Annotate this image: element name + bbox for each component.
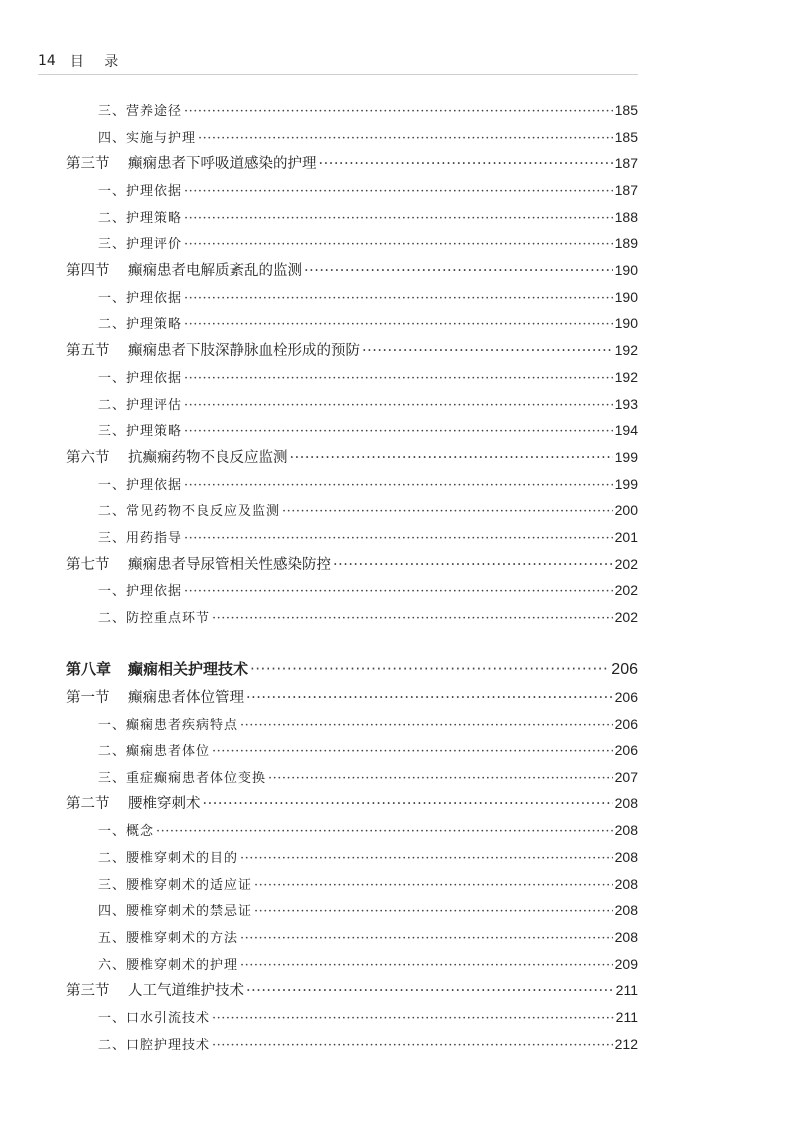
entry-label [66,657,248,681]
entry-page-number: 188 [614,209,638,225]
dot-leader [184,394,613,418]
entry-page-number: 201 [614,529,638,545]
entry-page-number: 206 [614,742,638,758]
entry-label [98,847,238,871]
entry-page-number: 207 [614,769,638,785]
entry-page-number: 208 [614,849,638,865]
dot-leader [240,714,613,738]
dot-leader [184,207,613,231]
entry-title: 二、护理评估 [98,398,183,413]
entry-label [98,180,182,204]
entry-number: 第三节 [66,983,110,999]
dot-leader [184,527,613,551]
entry-title: 腰椎穿刺术 [128,796,201,812]
dot-leader [212,607,613,631]
entry-label [66,553,331,577]
entry-title: 二、护理策略 [98,317,183,332]
toc-subsection [98,818,638,842]
entry-label [98,127,196,151]
entry-page-number: 206 [611,661,638,678]
entry-page-number: 212 [614,1036,638,1052]
entry-label [66,686,244,710]
dot-leader [184,420,613,444]
dot-leader [246,686,613,710]
entry-label [98,740,210,764]
dot-leader [240,927,613,951]
toc-subsection [98,952,638,976]
entry-title: 三、重症癫痫患者体位变换 [98,771,267,786]
entry-page-number: 192 [614,369,638,385]
entry-title: 一、概念 [98,824,155,839]
entry-label [66,259,302,283]
dot-leader [212,1007,614,1031]
entry-title: 一、护理依据 [98,371,183,386]
dot-leader [362,339,613,363]
toc-subsection [98,98,638,122]
toc-subsection [98,872,638,896]
dot-leader [333,553,613,577]
dot-leader [268,767,613,791]
toc-subsection [98,418,638,442]
dot-leader [254,874,613,898]
entry-title: 三、腰椎穿刺术的适应证 [98,878,253,893]
entry-label [98,500,280,524]
entry-page-number: 199 [614,449,638,465]
entry-title: 二、口腔护理技术 [98,1038,211,1053]
toc-subsection [98,285,638,309]
entry-title: 三、用药指导 [98,531,183,546]
toc-subsection [98,311,638,335]
entry-label [98,394,182,418]
dot-leader [246,979,614,1003]
dot-leader [240,954,613,978]
entry-page-number: 187 [614,182,638,198]
toc-subsection [98,1032,638,1056]
entry-number: 第八章 [66,660,112,678]
entry-page-number: 211 [615,982,638,998]
entry-title: 癫痫相关护理技术 [128,660,249,678]
entry-label [98,313,182,337]
entry-title: 一、护理依据 [98,478,183,493]
entry-label [98,580,182,604]
entry-title: 四、实施与护理 [98,131,197,146]
dot-leader [203,792,613,816]
entry-label [98,100,182,124]
entry-label [98,820,154,844]
entry-label [66,792,201,816]
dot-leader [184,180,613,204]
toc-section [66,978,638,1002]
entry-label [98,1034,210,1058]
entry-label [98,1007,210,1031]
entry-page-number: 192 [614,342,638,358]
dot-leader [254,900,613,924]
entry-title: 三、护理策略 [98,424,183,439]
entry-title: 癫痫患者导尿管相关性感染防控 [128,557,331,573]
entry-title: 一、口水引流技术 [98,1011,211,1026]
entry-label [98,207,182,231]
entry-page-number: 200 [614,502,638,518]
entry-title: 二、腰椎穿刺术的目的 [98,851,239,866]
toc-subsection [98,472,638,496]
dot-leader [290,446,613,470]
entry-title: 抗癫痫药物不良反应监测 [128,450,288,466]
dot-leader [212,1034,613,1058]
entry-title: 人工气道维护技术 [128,983,244,999]
entry-title: 癫痫患者电解质紊乱的监测 [128,263,302,279]
entry-title: 二、常见药物不良反应及监测 [98,504,281,519]
entry-number: 第四节 [66,263,110,279]
entry-title: 三、营养途径 [98,104,183,119]
entry-label [98,287,182,311]
toc-section [66,791,638,815]
toc-section [66,445,638,469]
entry-page-number: 199 [614,476,638,492]
entry-page-number: 208 [614,876,638,892]
dot-leader [184,367,613,391]
entry-page-number: 187 [614,155,638,171]
entry-number: 第三节 [66,156,110,172]
entry-label [98,954,238,978]
entry-title: 二、护理策略 [98,211,183,226]
toc-section [66,552,638,576]
entry-label [66,446,288,470]
entry-title: 二、防控重点环节 [98,611,211,626]
entry-number: 第二节 [66,796,110,812]
entry-title: 二、癫痫患者体位 [98,744,211,759]
toc-subsection [98,898,638,922]
entry-title: 癫痫患者下肢深静脉血栓形成的预防 [128,343,360,359]
toc-subsection [98,498,638,522]
toc-section [66,685,638,709]
toc-section [66,258,638,282]
dot-leader [184,313,613,337]
entry-number: 第一节 [66,690,110,706]
toc-subsection [98,578,638,602]
entry-page-number: 190 [614,262,638,278]
entry-number: 第七节 [66,557,110,573]
toc-subsection [98,738,638,762]
entry-label [66,339,360,363]
entry-page-number: 202 [614,582,638,598]
toc-subsection [98,1005,638,1029]
entry-label [98,767,266,791]
toc-section [66,338,638,362]
entry-title: 一、护理依据 [98,184,183,199]
entry-number: 第五节 [66,343,110,359]
entry-page-number: 202 [614,609,638,625]
entry-title: 癫痫患者下呼吸道感染的护理 [128,156,317,172]
entry-number: 第六节 [66,450,110,466]
dot-leader [184,287,613,311]
entry-label [98,420,182,444]
page-number: 14 [38,53,56,69]
entry-page-number: 206 [614,689,638,705]
dot-leader [184,100,613,124]
toc-subsection [98,205,638,229]
entry-title: 五、腰椎穿刺术的方法 [98,931,239,946]
entry-title: 一、癫痫患者疾病特点 [98,718,239,733]
entry-page-number: 194 [614,422,638,438]
entry-label [98,874,252,898]
entry-page-number: 208 [614,795,638,811]
dot-leader [184,580,613,604]
page-title: 目 录 [69,54,127,70]
toc-chapter [66,657,638,681]
dot-leader [304,259,613,283]
dot-leader [212,740,613,764]
dot-leader [282,500,613,524]
toc-subsection [98,365,638,389]
entry-page-number: 190 [614,315,638,331]
entry-page-number: 193 [614,396,638,412]
entry-label [98,927,238,951]
entry-page-number: 185 [614,102,638,118]
toc-subsection [98,525,638,549]
entry-label [98,527,182,551]
dot-leader [198,127,613,151]
toc-section [66,151,638,175]
toc-subsection [98,765,638,789]
entry-title: 癫痫患者体位管理 [128,690,244,706]
entry-title: 一、护理依据 [98,291,183,306]
toc-subsection [98,125,638,149]
entry-label [66,152,317,176]
entry-page-number: 190 [614,289,638,305]
entry-page-number: 185 [614,129,638,145]
entry-label [98,714,238,738]
entry-title: 六、腰椎穿刺术的护理 [98,958,239,973]
entry-page-number: 208 [614,929,638,945]
toc-subsection [98,178,638,202]
entry-title: 一、护理依据 [98,584,183,599]
entry-title: 四、腰椎穿刺术的禁忌证 [98,904,253,919]
toc-subsection [98,845,638,869]
toc-subsection [98,605,638,629]
dot-leader [184,474,613,498]
entry-page-number: 189 [614,235,638,251]
entry-page-number: 209 [614,956,638,972]
entry-label [98,233,182,257]
entry-label [98,900,252,924]
entry-title: 三、护理评价 [98,237,183,252]
toc-subsection [98,392,638,416]
entry-page-number: 206 [614,716,638,732]
entry-label [66,979,244,1003]
toc-subsection [98,231,638,255]
dot-leader [240,847,613,871]
entry-label [98,367,182,391]
dot-leader [184,233,613,257]
dot-leader [319,152,613,176]
entry-page-number: 202 [614,556,638,572]
entry-label [98,474,182,498]
entry-label [98,607,210,631]
dot-leader [156,820,613,844]
entry-page-number: 208 [614,822,638,838]
dot-leader [250,657,609,681]
toc-subsection [98,712,638,736]
entry-page-number: 208 [614,902,638,918]
entry-page-number: 211 [615,1009,638,1025]
toc-subsection [98,925,638,949]
